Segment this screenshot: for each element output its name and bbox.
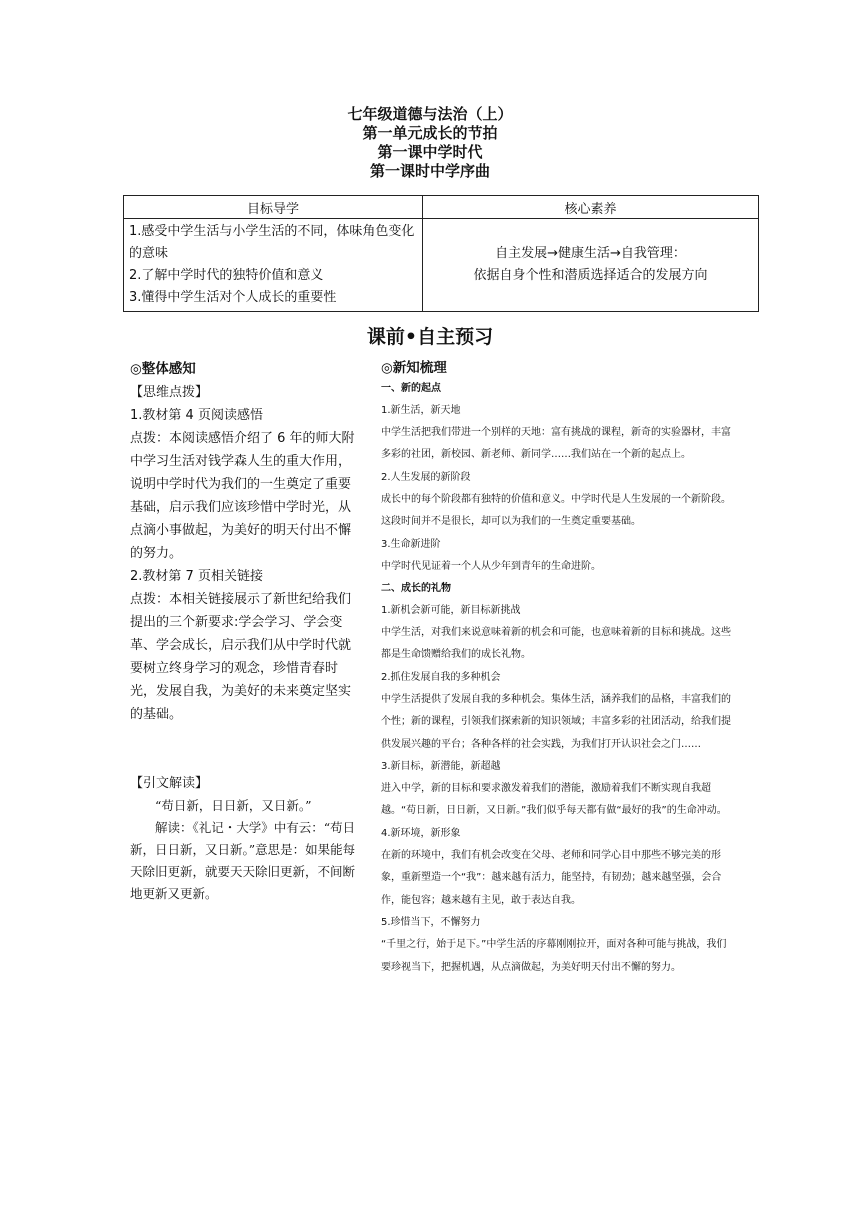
item2-title: 2.教材第 7 页相关链接 xyxy=(130,569,263,584)
part2-heading: 二、成长的礼物 xyxy=(381,583,451,595)
unit-title: 第一单元成长的节拍 xyxy=(362,124,498,142)
core-line: 依据自身个性和潜质选择适合的发展方向 xyxy=(473,268,708,283)
p3-body: 中学时代见证着一个人从少年到青年的生命进阶。 xyxy=(381,560,601,572)
quote-line: “苟日新，日日新，又日新。” xyxy=(155,798,312,813)
q1-body: 中学生活，对我们来说意味着新的机会和可能，也意味着新的目标和挑战。这些都是生命馈赠给我们的成长礼物。 xyxy=(381,627,731,661)
item2-body: 点拨：本相关链接展示了新世纪给我们提出的三个新要求:学会学习、学会变革、学会成长，启示我们从中学时代就要树立终身学习的观念，珍惜青春时光，发展自我，为美好的未来奠定坚实的基础。 xyxy=(130,592,352,722)
core-line: 自主发展→健康生活→自我管理： xyxy=(495,246,686,261)
q3-body: 进入中学，新的目标和要求激发着我们的潜能，激励着我们不断实现自我超越。“苟日新，日日新，又日新。”我们似乎每天都有做“最好的我”的生命冲动。 xyxy=(381,783,727,817)
overview-heading: ◎整体感知 xyxy=(130,361,196,377)
item1-title: 1.教材第 4 页阅读感悟 xyxy=(130,408,263,423)
goal-item: 1.感受中学生活与小学生活的不同，体味角色变化的意味 xyxy=(129,224,415,261)
left-column xyxy=(130,358,362,905)
goal-header: 目标导学 xyxy=(124,196,423,219)
goal-item: 2.了解中学时代的独特价值和意义 xyxy=(129,268,324,283)
part1-heading: 一、新的起点 xyxy=(381,383,441,394)
p1-body: 中学生活把我们带进一个别样的天地：富有挑战的课程，新奇的实验器材，丰富多彩的社团，新校园、新老师、新同学……我们站在一个新的起点上。 xyxy=(381,427,731,461)
quote-block xyxy=(130,795,362,905)
q2-title: 2.抓住发展自我的多种机会 xyxy=(381,671,501,683)
q2-body: 中学生活提供了发展自我的多种机会。集体生活，涵养我们的品格，丰富我们的个性；新的课程，引领我们探索新的知识领域；丰富多彩的社团活动，给我们提供发展兴趣的平台；各种各样的社会实践，为我们打开认识社会之门…… xyxy=(381,693,731,750)
p2-body: 成长中的每个阶段都有独特的价值和意义。中学时代是人生发展的一个新阶段。这段时间并不是很长，却可以为我们的一生奠定重要基础。 xyxy=(381,493,731,528)
q5-title: 5.珍惜当下，不懈努力 xyxy=(381,917,481,929)
lesson-title: 第一课中学时代 xyxy=(377,143,483,161)
right-column xyxy=(381,358,733,979)
p3-title: 3.生命新进阶 xyxy=(381,538,441,550)
quote-body: 解读：《礼记・大学》中有云：“苟日新，日日新，又日新。”意思是：如果能每天除旧更新，就要天天除旧更新，不间断地更新又更新。 xyxy=(130,820,356,901)
goals-table xyxy=(123,195,759,312)
p2-title: 2.人生发展的新阶段 xyxy=(381,471,471,483)
p1-title: 1.新生活，新天地 xyxy=(381,405,461,416)
q3-title: 3.新目标，新潜能，新超越 xyxy=(381,761,501,773)
book-title: 七年级道德与法治（上） xyxy=(347,105,513,123)
core-cell xyxy=(423,219,759,312)
section-title: 课前•自主预习 xyxy=(366,326,494,348)
title-block xyxy=(0,105,860,181)
q1-title: 1.新机会新可能，新目标新挑战 xyxy=(381,605,521,617)
think-tag: 【思维点拨】 xyxy=(130,385,209,400)
q5-body: “千里之行，始于足下。”中学生活的序幕刚刚拉开，面对各种可能与挑战，我们要珍视当下，把握机遇，从点滴做起，为美好明天付出不懈的努力。 xyxy=(381,939,727,973)
period-title: 第一课时中学序曲 xyxy=(369,162,490,180)
q4-body: 在新的环境中，我们有机会改变在父母、老师和同学心目中那些不够完美的形象，重新塑造一个“我”：越来越有活力，能坚持，有韧劲；越来越坚强，会合作，能包容；越来越有主见，敢于表达自我。 xyxy=(381,849,722,906)
goal-item: 3.懂得中学生活对个人成长的重要性 xyxy=(129,290,337,305)
core-header: 核心素养 xyxy=(423,196,759,219)
q4-title: 4.新环境，新形象 xyxy=(381,827,461,839)
quote-tag: 【引文解读】 xyxy=(130,776,209,791)
knowledge-heading: ◎新知梳理 xyxy=(381,360,447,376)
item1-body: 点拨：本阅读感悟介绍了 6 年的师大附中学习生活对钱学森人生的重大作用，说明中学时代为我们的一生奠定了重要基础，启示我们应该珍惜中学时光，从点滴小事做起，为美好的明天付出不懈的努力。 xyxy=(130,431,355,561)
goal-cell xyxy=(124,219,423,312)
